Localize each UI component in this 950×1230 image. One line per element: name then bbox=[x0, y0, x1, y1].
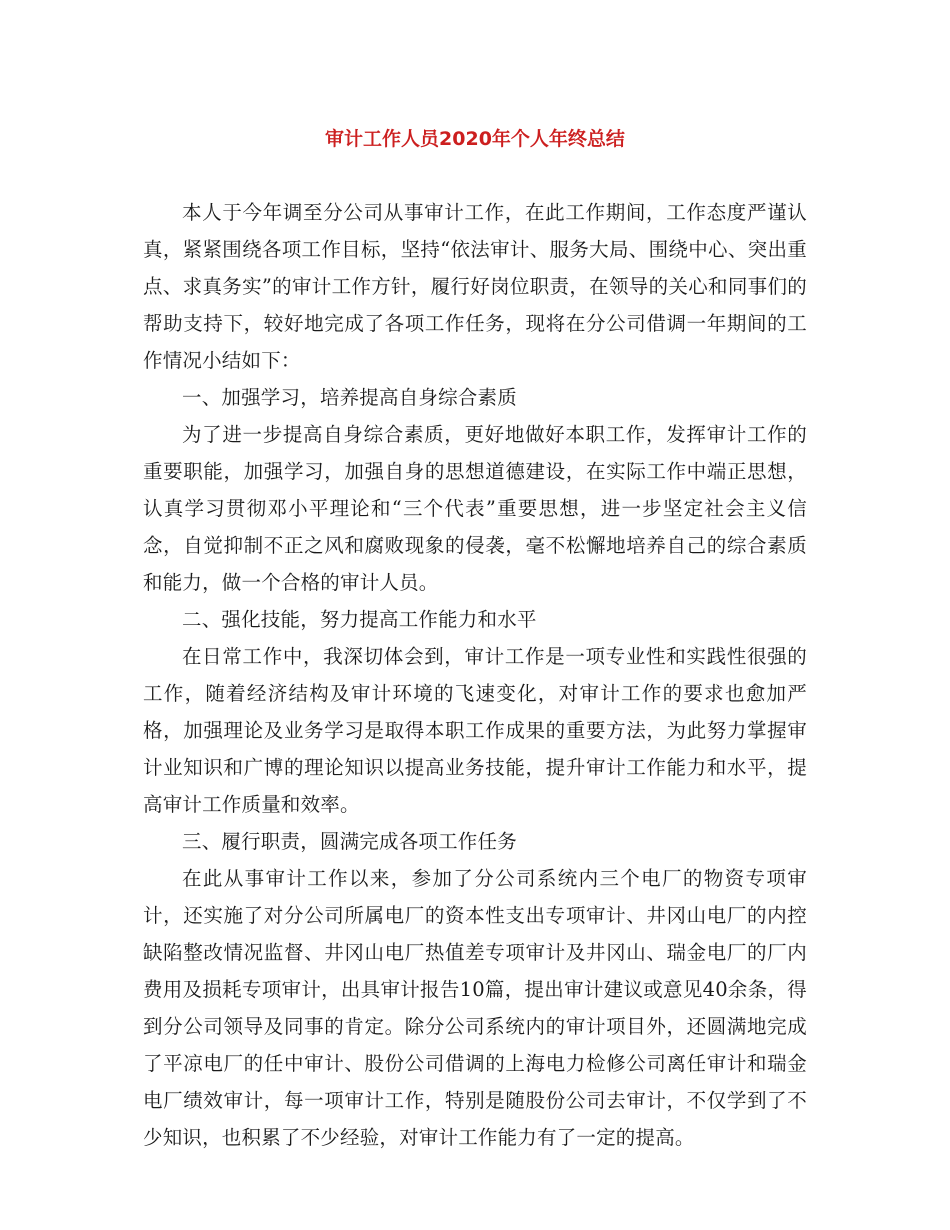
document-body bbox=[143, 194, 807, 1156]
paragraph-section-3: 在此从事审计工作以来，参加了分公司系统内三个电厂的物资专项审计，还实施了对分公司所属电厂的资本性支出专项审计、井冈山电厂的内控缺陷整改情况监督、井冈山电厂热值差专项审计及井冈山、瑞金电厂的厂内费用及损耗专项审计，出具审计报告10篇，提出审计建议或意见40余条，得到分公司领导及同事的肯定。除分公司系统内的审计项目外，还圆满地完成了平凉电厂的任中审计、股份公司借调的上海电力检修公司离任审计和瑞金电厂绩效审计，每一项审计工作，特别是随股份公司去审计，不仅学到了不少知识，也积累了不少经验，对审计工作能力有了一定的提高。 bbox=[143, 867, 807, 1149]
document-title: 审计工作人员2020年个人年终总结 bbox=[325, 128, 625, 150]
paragraph-section-1: 为了进一步提高自身综合素质，更好地做好本职工作，发挥审计工作的重要职能，加强学习，加强自身的思想道德建设，在实际工作中端正思想，认真学习贯彻邓小平理论和“三个代表”重要思想，进一步坚定社会主义信念，自觉抑制不正之风和腐败现象的侵袭，毫不松懈地培养自己的综合素质和能力，做一个合格的审计人员。 bbox=[143, 423, 807, 594]
section-heading-3: 三、履行职责，圆满完成各项工作任务 bbox=[182, 830, 517, 853]
section-heading-2: 二、强化技能，努力提高工作能力和水平 bbox=[182, 608, 537, 631]
paragraph-section-2: 在日常工作中，我深切体会到，审计工作是一项专业性和实践性很强的工作，随着经济结构及审计环境的飞速变化，对审计工作的要求也愈加严格，加强理论及业务学习是取得本职工作成果的重要方法，为此努力掌握审计业知识和广博的理论知识以提高业务技能，提升审计工作能力和水平，提高审计工作质量和效率。 bbox=[143, 645, 807, 816]
section-heading-1: 一、加强学习，培养提高自身综合素质 bbox=[182, 386, 517, 409]
paragraph-intro: 本人于今年调至分公司从事审计工作，在此工作期间，工作态度严谨认真，紧紧围绕各项工作目标，坚持“依法审计、服务大局、围绕中心、突出重点、求真务实”的审计工作方针，履行好岗位职责，在领导的关心和同事们的帮助支持下，较好地完成了各项工作任务，现将在分公司借调一年期间的工作情况小结如下： bbox=[143, 201, 807, 372]
